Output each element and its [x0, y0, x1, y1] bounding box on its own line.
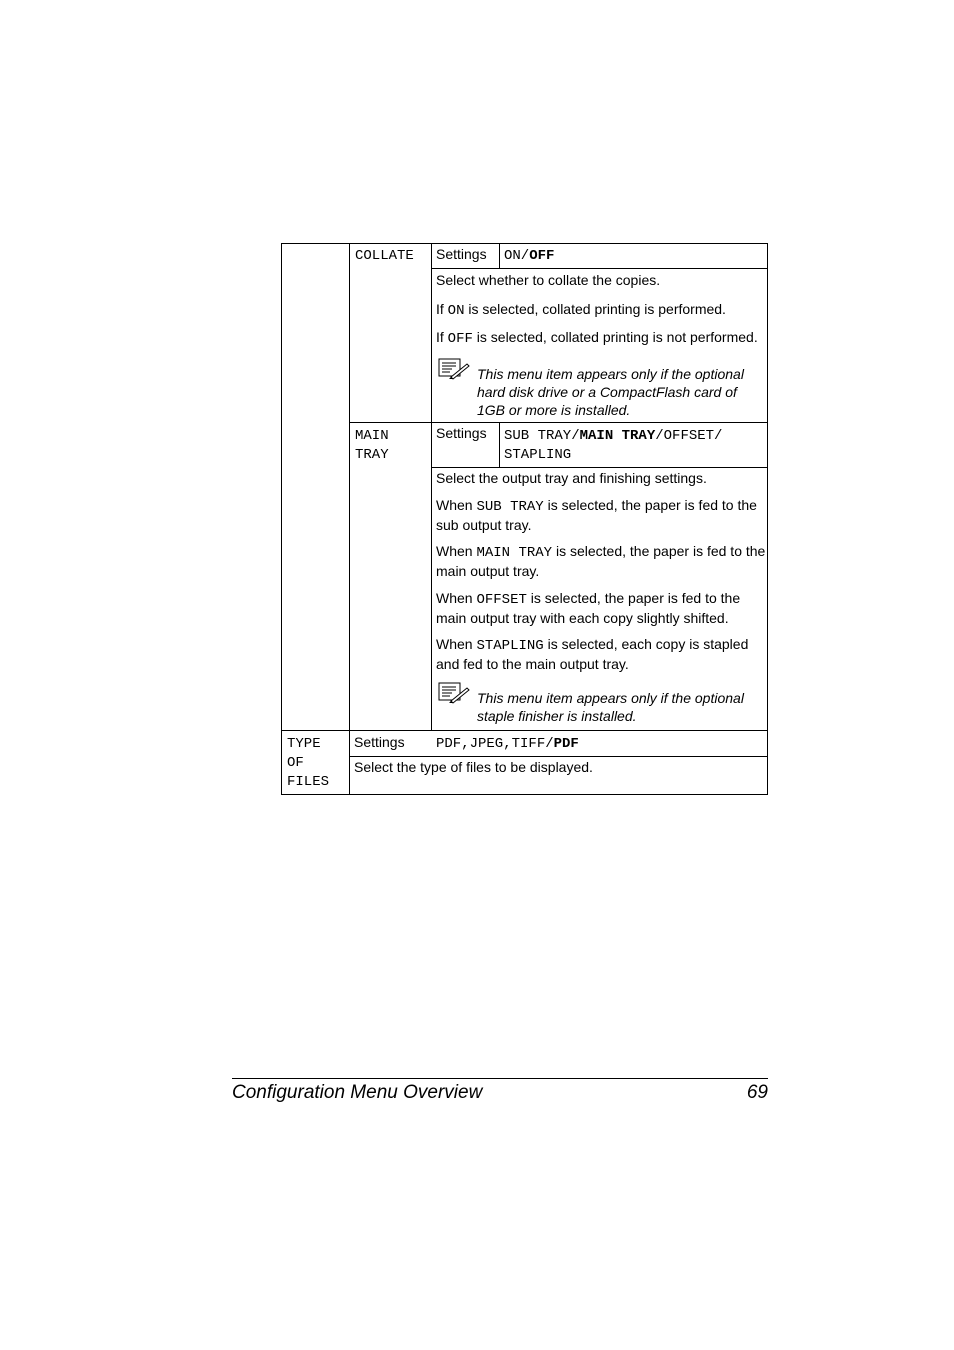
type-of-files-settings-values [436, 736, 579, 752]
main-tray-paragraph-3: When MAIN TRAY is selected, the paper is fed to the main output tray. [436, 543, 766, 579]
configuration-table [281, 243, 768, 795]
main-tray-name-line-1: MAIN [355, 428, 389, 444]
collate-paragraph-1: Select whether to collate the copies. [436, 272, 661, 288]
type-of-files-options: PDF,JPEG,TIFF/ [436, 736, 554, 752]
collate-default-option: OFF [529, 248, 555, 264]
type-of-files-item-name [287, 735, 329, 792]
type-of-files-description: Select the type of files to be displayed. [354, 759, 593, 775]
main-tray-item-name [355, 427, 389, 465]
collate-paragraph-3: If OFF is selected, collated printing is not performed. [436, 329, 758, 347]
main-tray-paragraph-5: When STAPLING is selected, each copy is stapled and fed to the main output tray. [436, 636, 749, 672]
type-of-files-name-line-1: TYPE [287, 736, 321, 752]
collate-note-text: This menu item appears only if the optional hard disk drive or a CompactFlash card of 1GB or more is installed. [477, 366, 744, 418]
collate-options: ON/ [504, 248, 530, 264]
table-border-top [281, 243, 768, 244]
main-tray-settings-values [504, 427, 722, 465]
collate-note [436, 358, 764, 422]
collate-description [432, 269, 768, 422]
row-divider-maintray [349, 422, 768, 423]
main-tray-note [436, 682, 764, 728]
main-tray-option-sub: SUB TRAY/ [504, 428, 580, 444]
row-divider-type-of-files [281, 730, 768, 731]
main-tray-settings-label: Settings [436, 425, 487, 441]
collate-item-name: COLLATE [355, 248, 414, 264]
main-tray-option-stapling: STAPLING [504, 447, 572, 463]
main-tray-paragraph-2: When SUB TRAY is selected, the paper is fed to the sub output tray. [436, 497, 757, 533]
type-of-files-settings-label: Settings [354, 734, 405, 750]
footer-title: Configuration Menu Overview [232, 1082, 483, 1103]
type-of-files-name-line-2: OF [287, 755, 304, 771]
table-border-bottom [281, 794, 768, 795]
collate-settings-values [504, 248, 554, 264]
column-divider-1 [349, 243, 350, 795]
type-of-files-name-line-3: FILES [287, 774, 330, 790]
collate-settings-label: Settings [436, 246, 487, 262]
main-tray-description [432, 468, 768, 730]
type-of-files-default-option: PDF [553, 736, 579, 752]
page-number: 69 [746, 1082, 768, 1103]
note-pencil-icon [438, 358, 470, 380]
footer-rule [232, 1078, 768, 1079]
main-tray-paragraph-4: When OFFSET is selected, the paper is fed to the main output tray with each copy slightly shifted. [436, 590, 741, 626]
main-tray-note-text: This menu item appears only if the optional staple finisher is installed. [477, 690, 744, 724]
table-border-left [281, 243, 282, 795]
column-divider-collate-settings [499, 243, 500, 268]
column-divider-maintray-settings [499, 422, 500, 467]
note-pencil-icon [438, 682, 470, 704]
main-tray-default-option: MAIN TRAY [579, 428, 656, 444]
main-tray-paragraph-1: Select the output tray and finishing settings. [436, 470, 707, 486]
main-tray-option-offset: /OFFSET/ [655, 428, 723, 444]
row-divider-type-settings [349, 756, 768, 757]
main-tray-name-line-2: TRAY [355, 447, 389, 463]
collate-paragraph-2: If ON is selected, collated printing is performed. [436, 301, 726, 319]
